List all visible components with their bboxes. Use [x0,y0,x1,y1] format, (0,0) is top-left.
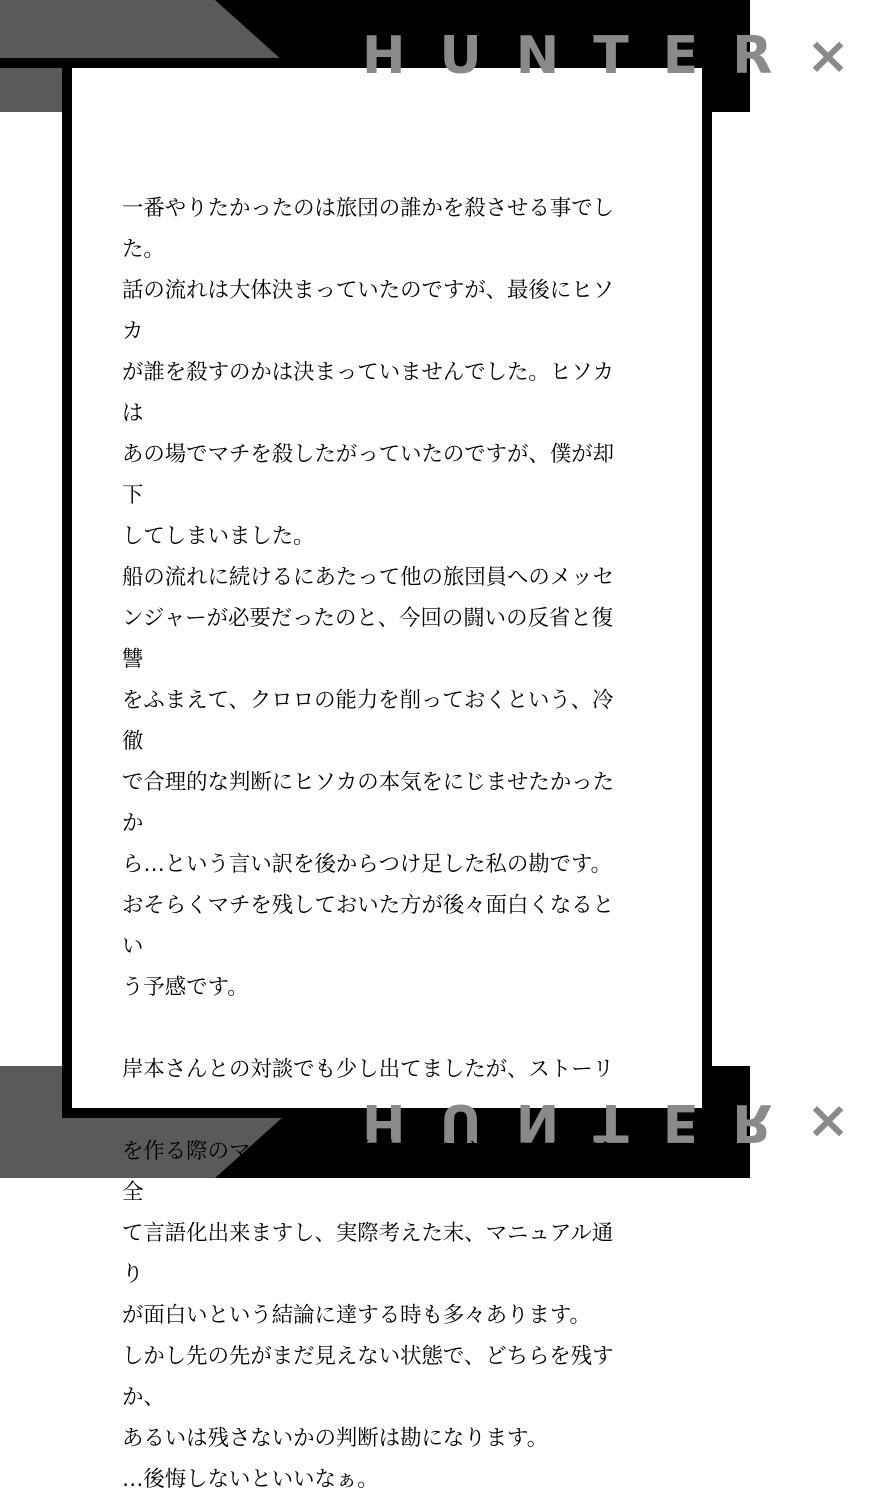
hunter-logo-bottom: HUNTER× [362,1092,884,1152]
text-line: …後悔しないといいなぁ。 [122,1467,379,1492]
text-line: 岸本さんとの対談でも少し出てましたが、ストーリー [122,1057,614,1123]
text-line: あるいは残さないかの判断は勘になります。 [122,1426,549,1451]
text-line: しかし先の先がまだ見えない状態で、どちらを残すか、 [122,1344,614,1410]
text-line: を作る際のマニュアルは自分の中にあって、それは全 [122,1139,613,1205]
text-line: で合理的な判断にヒソカの本気をにじませたかったか [122,770,614,836]
text-line: あの場でマチを殺したがっていたのですが、僕が却下 [122,442,614,508]
text-line: て言語化出来ますし、実際考えた末、マニュアル通り [122,1221,614,1287]
author-comment [122,188,632,1500]
paragraph-2 [122,1049,632,1500]
hunter-logo-top: HUNTER× [362,26,884,86]
text-line: が誰を殺すのかは決まっていませんでした。ヒソカは [122,360,614,426]
text-line: 船の流れに続けるにあたって他の旅団員へのメッセ [122,565,614,590]
text-line: う予感です。 [122,975,249,1000]
text-line: 話の流れは大体決まっていたのですが、最後にヒソカ [122,278,614,344]
text-line: をふまえて、クロロの能力を削っておくという、冷徹 [122,688,614,754]
text-line: が面白いという結論に達する時も多々あります。 [122,1303,591,1328]
paragraph-1 [122,188,632,1008]
text-line: してしまいました。 [122,524,315,549]
text-line: おそらくマチを残しておいた方が後々面白くなるとい [122,893,614,959]
frame-notch [0,58,62,68]
text-line: ンジャーが必要だったのと、今回の闘いの反省と復讐 [122,606,614,672]
text-line: ら…という言い訳を後からつけ足した私の勘です。 [122,852,613,877]
text-line: 一番やりたかったのは旅団の誰かを殺させる事でした。 [122,196,614,262]
